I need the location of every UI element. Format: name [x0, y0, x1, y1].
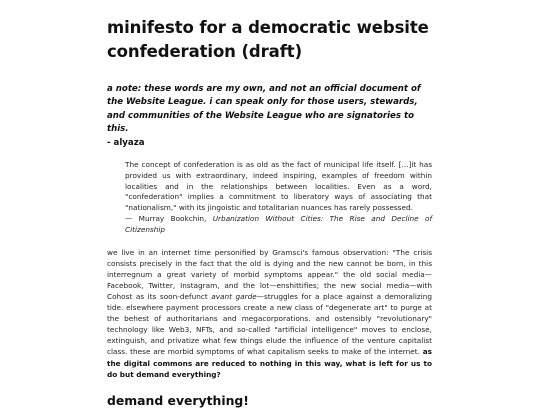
emphasis-question: as the digital commons are reduced to nothing in this way, what is left for us to do but demand everything? — [107, 347, 432, 379]
intro-paragraph — [107, 247, 432, 380]
paragraph-part-1: we live in an internet time personified by Gramsci's famous observation: "The crisis consists precisely in the fact that the old is dying and the new cannot be born, in this interregnum a great variety of morbid symptoms appear." the old social media—Facebook, Twitter, Instagram, and the lot—enshittifies; the new social media—with Cohost as its soon-defunct — [107, 247, 432, 301]
article — [107, 16, 432, 409]
paragraph-part-2: —struggles for a place against a demoralizing tide. elsewhere payment processors create a new class of "degenerate art" to purge at the behest of authoritarians and megacorporations. and ostensibly "revolutionary" technology like Web3, NFTs, and so-called "artificial intelligence" moves to enclose, extinguish, and privatize what few things elude the influence of the venture capitalist class. these are morbid symptoms of what capitalism seeks to make of the internet. — [107, 291, 432, 357]
attribution-work: Urbanization Without Cities: The Rise and Decline of Citizenship — [125, 214, 433, 234]
section-heading: demand everything! — [107, 392, 249, 408]
quote-text: The concept of confederation is as old as the fact of municipal life itself. [...]it has provided us with extraordinary, indeed inspiring, examples of freedom within localities and in the relationships between localities. Even as a word, "confederation" implies a commitment to liberatory ways of associating that "nationalism," with its jingoistic and totalitarian nuances has rarely possessed. — [125, 160, 432, 213]
author-note: a note: these words are my own, and not an official document of the Website League. i can speak only for those users, stewards, and communities of the Website League who are signatories to this. — [107, 84, 421, 135]
quote-attribution — [125, 214, 432, 236]
attribution-author: — Murray Bookchin, — [125, 214, 213, 224]
epigraph-quote — [125, 160, 432, 236]
avant-garde-phrase: avant garde — [211, 291, 257, 301]
author-signature: - alyaza — [107, 137, 145, 148]
page-title: minifesto for a democratic website confederation (draft) — [107, 18, 429, 61]
